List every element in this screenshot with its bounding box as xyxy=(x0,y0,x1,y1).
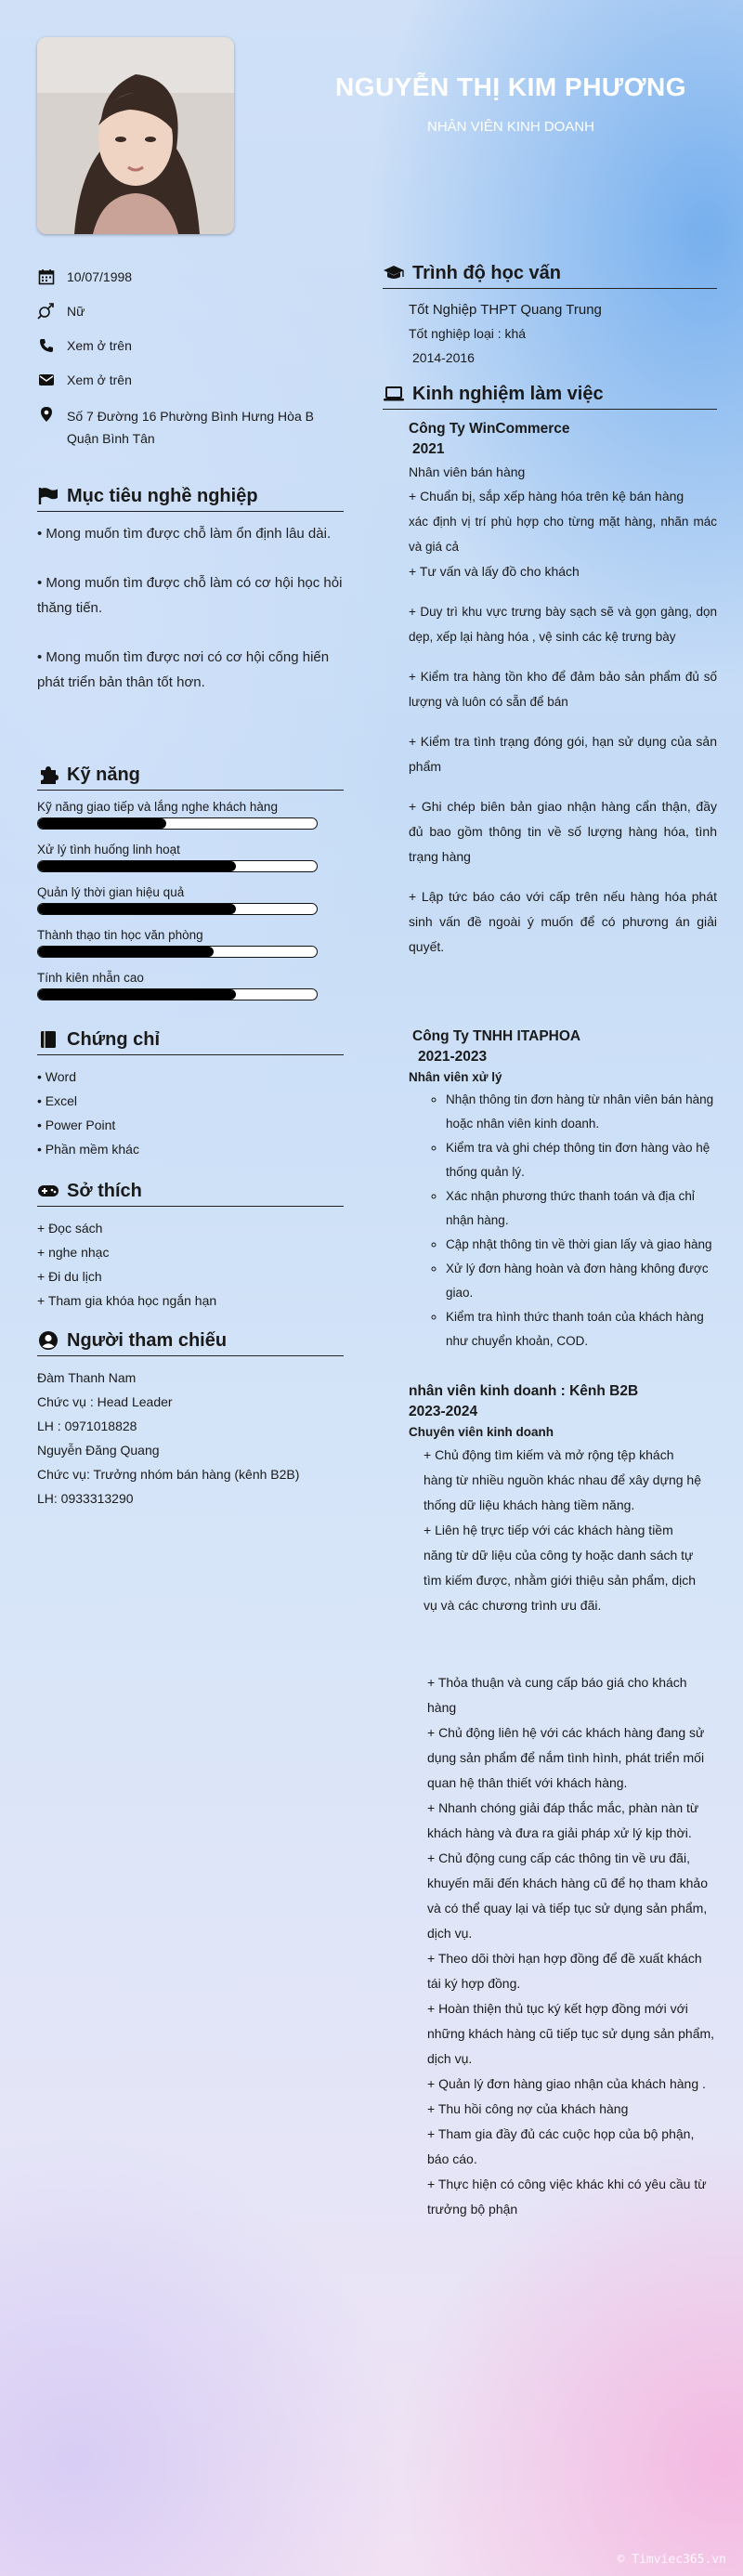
education-title: Trình độ học vấn xyxy=(412,262,562,283)
puzzle-icon xyxy=(37,764,59,786)
job-company: Công Ty WinCommerce xyxy=(409,421,570,437)
hobby-item: + Đọc sách xyxy=(37,1221,103,1236)
skill-item xyxy=(37,885,344,915)
job-year: 2021 xyxy=(412,441,445,457)
email-text: Xem ở trên xyxy=(67,373,132,387)
reference-line: LH : 0971018828 xyxy=(37,1419,137,1433)
education-years: 2014-2016 xyxy=(412,350,475,365)
skill-bar-fill xyxy=(38,947,214,957)
certificates-title: Chứng chỉ xyxy=(67,1028,161,1050)
job-year: 2023-2024 xyxy=(409,1404,478,1419)
objective-heading xyxy=(37,485,344,512)
job-duty: + Tư vấn và lấy đồ cho khách xyxy=(409,564,580,579)
certificate-item: • Excel xyxy=(37,1093,78,1108)
job-duty: ◦ Xác nhận phương thức thanh toán và địa chỉ nhận hàng. xyxy=(446,1184,717,1233)
job-duty: + Thu hồi công nợ của khách hàng xyxy=(427,2101,629,2116)
skills-heading xyxy=(37,764,344,791)
reference-line: LH: 0933313290 xyxy=(37,1491,134,1506)
certificate-item: • Phần mềm khác xyxy=(37,1142,139,1157)
job-duty: + Thực hiện có công việc khác khi có yêu cầu từ trưởng bộ phận xyxy=(427,2177,707,2216)
job-3 xyxy=(383,1381,717,2222)
job-duties-a xyxy=(409,1443,702,1618)
phone-icon xyxy=(37,336,56,355)
left-column xyxy=(37,268,344,1510)
gender-text: Nữ xyxy=(67,304,85,319)
experience-title: Kinh nghiệm làm việc xyxy=(412,383,604,404)
job-duty: + Theo dõi thời hạn hợp đồng để đề xuất khách tái ký hợp đồng. xyxy=(427,1951,702,1991)
skill-bar-fill xyxy=(38,989,236,1000)
candidate-name: NGUYỄN THỊ KIM PHƯƠNG xyxy=(334,72,687,101)
skill-label: Thành thạo tin học văn phòng xyxy=(37,928,203,942)
book-icon xyxy=(37,1028,59,1051)
flag-icon xyxy=(37,485,59,507)
job-duty: + Chủ động cung cấp các thông tin về ưu đãi, khuyến mãi đến khách hàng cũ để họ tham khảo và có thể quay lại và tiếp tục sử dụng sản phẩm, dịch vụ. xyxy=(427,1850,708,1941)
skill-item xyxy=(37,971,344,1000)
reference-line: Đàm Thanh Nam xyxy=(37,1370,137,1385)
objective-item: • Mong muốn tìm được nơi có cơ hội cống hiến phát triển bản thân tốt hơn. xyxy=(37,649,330,690)
dob-row xyxy=(37,268,344,286)
gamepad-icon xyxy=(37,1180,59,1202)
job-duties xyxy=(409,1088,717,1353)
avatar xyxy=(37,37,234,234)
job-duty: + Nhanh chóng giải đáp thắc mắc, phàn nàn từ khách hàng và đưa ra giải pháp xử lý kịp thời. xyxy=(427,1800,699,1840)
job-duty: + Tham gia đầy đủ các cuộc họp của bộ phận, báo cáo. xyxy=(427,2126,695,2166)
reference-line: Nguyễn Đăng Quang xyxy=(37,1443,160,1458)
skill-bar xyxy=(37,860,318,872)
education-school: Tốt Nghiệp THPT Quang Trung xyxy=(409,302,602,318)
job-1 xyxy=(383,419,717,960)
reference-line: Chức vụ : Head Leader xyxy=(37,1394,173,1409)
education-grade: Tốt nghiệp loại : khá xyxy=(409,326,527,341)
address-row xyxy=(37,405,344,450)
certificates-list xyxy=(37,1065,344,1161)
certificate-item: • Power Point xyxy=(37,1118,116,1132)
hobbies-title: Sở thích xyxy=(67,1180,142,1201)
job-duty: ◦ Kiểm tra và ghi chép thông tin đơn hàng vào hệ thống quản lý. xyxy=(446,1136,717,1184)
job-duty: xác định vị trí phù hợp cho từng mặt hàng, nhãn mác và giá cả xyxy=(409,515,717,554)
calendar-icon xyxy=(37,268,56,286)
email-icon xyxy=(37,371,56,389)
hobby-item: + Đi du lịch xyxy=(37,1269,102,1284)
job-duty: ◦ Nhận thông tin đơn hàng từ nhân viên bán hàng hoặc nhân viên kinh doanh. xyxy=(446,1088,717,1136)
skill-bar xyxy=(37,946,318,958)
job-2-body xyxy=(383,1067,717,1353)
reference-line: Chức vụ: Trưởng nhóm bán hàng (kênh B2B) xyxy=(37,1467,300,1482)
job-company: Công Ty TNHH ITAPHOA xyxy=(412,1028,581,1044)
experience-heading xyxy=(383,383,717,410)
address-text: Số 7 Đường 16 Phường Bình Hưng Hòa B Quận Bình Tân xyxy=(67,409,314,446)
job-duty: + Kiểm tra tình trạng đóng gói, hạn sử dụng của sản phẩm xyxy=(409,734,717,774)
references-title: Người tham chiếu xyxy=(67,1329,228,1351)
job-company: nhân viên kinh doanh : Kênh B2B xyxy=(409,1383,639,1399)
skill-bar-fill xyxy=(38,904,236,914)
references-list xyxy=(37,1366,344,1510)
skills-list xyxy=(37,800,344,1000)
skill-label: Tính kiên nhẫn cao xyxy=(37,971,144,985)
job-duty: ◦ Cập nhật thông tin về thời gian lấy và giao hàng xyxy=(446,1233,717,1257)
skill-label: Kỹ năng giao tiếp và lắng nghe khách hàng xyxy=(37,800,278,814)
job-position: Nhân viên bán hàng xyxy=(409,464,526,479)
skill-bar xyxy=(37,903,318,915)
certificates-heading xyxy=(37,1028,344,1055)
dob-text: 10/07/1998 xyxy=(67,269,133,284)
job-2 xyxy=(383,1026,717,1067)
job-duties-b xyxy=(409,1670,715,2222)
hobby-item: + Tham gia khóa học ngắn hạn xyxy=(37,1293,217,1308)
right-column xyxy=(383,262,717,2222)
skill-bar-fill xyxy=(38,861,236,871)
job-year: 2021-2023 xyxy=(418,1049,488,1065)
job-duty: + Chuẩn bị, sắp xếp hàng hóa trên kệ bán hàng xyxy=(409,489,684,503)
job-duty: + Kiểm tra hàng tồn kho để đảm bảo sản phẩm đủ số lượng và luôn có sẵn để bán xyxy=(409,670,717,709)
skill-item xyxy=(37,928,344,958)
objective-item: • Mong muốn tìm được chỗ làm có cơ hội học hỏi thăng tiến. xyxy=(37,575,343,616)
references-heading xyxy=(37,1329,344,1356)
job-duty: + Quản lý đơn hàng giao nhận của khách hàng . xyxy=(427,2076,706,2091)
skill-label: Xử lý tình huống linh hoạt xyxy=(37,843,180,856)
job-duties xyxy=(409,484,717,960)
skill-bar xyxy=(37,988,318,1000)
job-duty: + Ghi chép biên bản giao nhận hàng cẩn thận, đầy đủ bao gồm thông tin về số lượng hàng hóa, tình trạng hàng xyxy=(409,799,717,864)
job-duty: + Lập tức báo cáo với cấp trên nếu hàng hóa phát sinh vấn đề ngoài ý muốn để có phương án giải quyết. xyxy=(409,889,717,954)
job-duty: ◦ Xử lý đơn hàng hoàn và đơn hàng không được giao. xyxy=(446,1257,717,1305)
phone-row xyxy=(37,336,344,355)
hobby-item: + nghe nhạc xyxy=(37,1245,110,1260)
objective-title: Mục tiêu nghề nghiệp xyxy=(67,485,258,506)
hobbies-list xyxy=(37,1216,344,1313)
job-duty: + Chủ động liên hệ với các khách hàng đang sử dụng sản phẩm để nắm tình hình, phát triển mối quan hệ thân thiết với khách hàng. xyxy=(427,1725,705,1790)
job-duty: + Duy trì khu vực trưng bày sạch sẽ và gọn gàng, dọn dẹp, xếp lại hàng hóa , vệ sinh các kệ trưng bày xyxy=(409,605,717,644)
skill-bar-fill xyxy=(38,818,166,829)
location-icon xyxy=(37,405,56,424)
job-duty: + Chủ động tìm kiếm và mở rộng tệp khách hàng từ nhiều nguồn khác nhau để xây dựng hệ thống dữ liệu khách hàng tiềm năng. xyxy=(424,1447,701,1512)
job-position: Chuyên viên kinh doanh xyxy=(409,1425,554,1439)
phone-text: Xem ở trên xyxy=(67,338,132,353)
objective-item: • Mong muốn tìm được chỗ làm ổn định lâu dài. xyxy=(37,526,332,542)
job-position: Nhân viên xử lý xyxy=(409,1070,502,1084)
hobbies-heading xyxy=(37,1180,344,1207)
job-duty: + Liên hệ trực tiếp với các khách hàng tiềm năng từ dữ liệu của công ty hoặc danh sách tự tìm kiếm được, nhằm giới thiệu sản phẩm, dịch vụ và các chương trình ưu đãi. xyxy=(424,1523,697,1613)
skill-bar xyxy=(37,817,318,830)
email-row xyxy=(37,371,344,389)
user-circle-icon xyxy=(37,1329,59,1352)
job-duty: + Hoàn thiện thủ tục ký kết hợp đồng mới với những khách hàng cũ tiếp tục sử dụng sản phẩm, dịch vụ. xyxy=(427,2001,715,2066)
gender-row xyxy=(37,302,344,320)
watermark: © Timviec365.vn xyxy=(617,2553,726,2567)
candidate-role: NHÂN VIÊN KINH DOANH xyxy=(426,119,595,135)
gender-icon xyxy=(37,302,56,320)
job-duty: + Thỏa thuận và cung cấp báo giá cho khách hàng xyxy=(427,1675,687,1715)
education-body xyxy=(383,298,717,370)
skill-label: Quản lý thời gian hiệu quả xyxy=(37,885,185,899)
laptop-icon xyxy=(383,383,405,405)
certificate-item: • Word xyxy=(37,1069,76,1084)
skills-title: Kỹ năng xyxy=(67,764,140,785)
graduation-cap-icon xyxy=(383,262,405,284)
skill-item xyxy=(37,843,344,872)
education-heading xyxy=(383,262,717,289)
skill-item xyxy=(37,800,344,830)
job-duty: ◦ Kiểm tra hình thức thanh toán của khách hàng như chuyển khoản, COD. xyxy=(446,1305,717,1353)
